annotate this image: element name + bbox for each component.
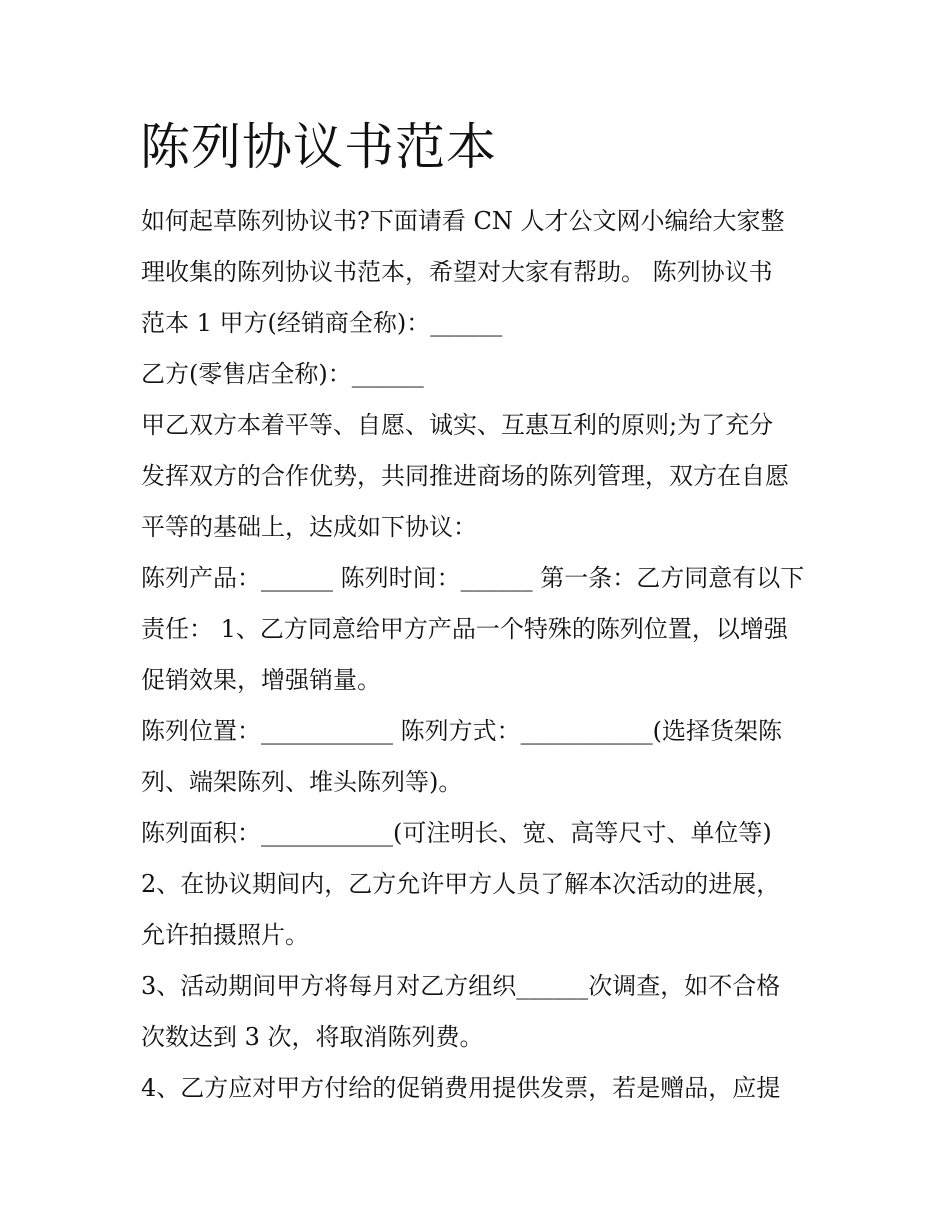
text-line: 理收集的陈列协议书范本，希望对大家有帮助。 陈列协议书 (141, 258, 773, 286)
text-line: 2、在协议期间内，乙方允许甲方人员了解本次活动的进展， (141, 870, 781, 898)
document-body (141, 196, 831, 1114)
document-title: 陈列协议书范本 (140, 118, 497, 176)
text-line: 乙方(零售店全称)：______ (141, 360, 424, 388)
text-line: 4、乙方应对甲方付给的促销费用提供发票，若是赠品，应提 (141, 1074, 781, 1102)
text-line: 陈列面积：___________(可注明长、宽、高等尺寸、单位等) (141, 819, 772, 847)
text-line: 发挥双方的合作优势，共同推进商场的陈列管理，双方在自愿 (141, 462, 789, 490)
text-line: 陈列产品：______ 陈列时间：______ 第一条：乙方同意有以下 (141, 564, 805, 592)
text-line: 范本 1 甲方(经销商全称)：______ (141, 309, 503, 337)
text-line: 列、端架陈列、堆头陈列等)。 (141, 768, 463, 796)
text-line: 陈列位置：___________ 陈列方式：___________(选择货架陈 (141, 717, 782, 745)
text-line: 允许拍摄照片。 (141, 921, 309, 949)
text-line: 次数达到 3 次，将取消陈列费。 (141, 1023, 484, 1051)
text-line: 责任： 1、乙方同意给甲方产品一个特殊的陈列位置，以增强 (141, 615, 788, 643)
text-line: 促销效果，增强销量。 (141, 666, 381, 694)
text-line: 3、活动期间甲方将每月对乙方组织______次调查，如不合格 (141, 972, 781, 1000)
text-line: 甲乙双方本着平等、自愿、诚实、互惠互利的原则;为了充分 (141, 411, 774, 439)
text-line: 平等的基础上，达成如下协议： (141, 513, 477, 541)
text-line: 如何起草陈列协议书?下面请看 CN 人才公文网小编给大家整 (141, 207, 785, 235)
